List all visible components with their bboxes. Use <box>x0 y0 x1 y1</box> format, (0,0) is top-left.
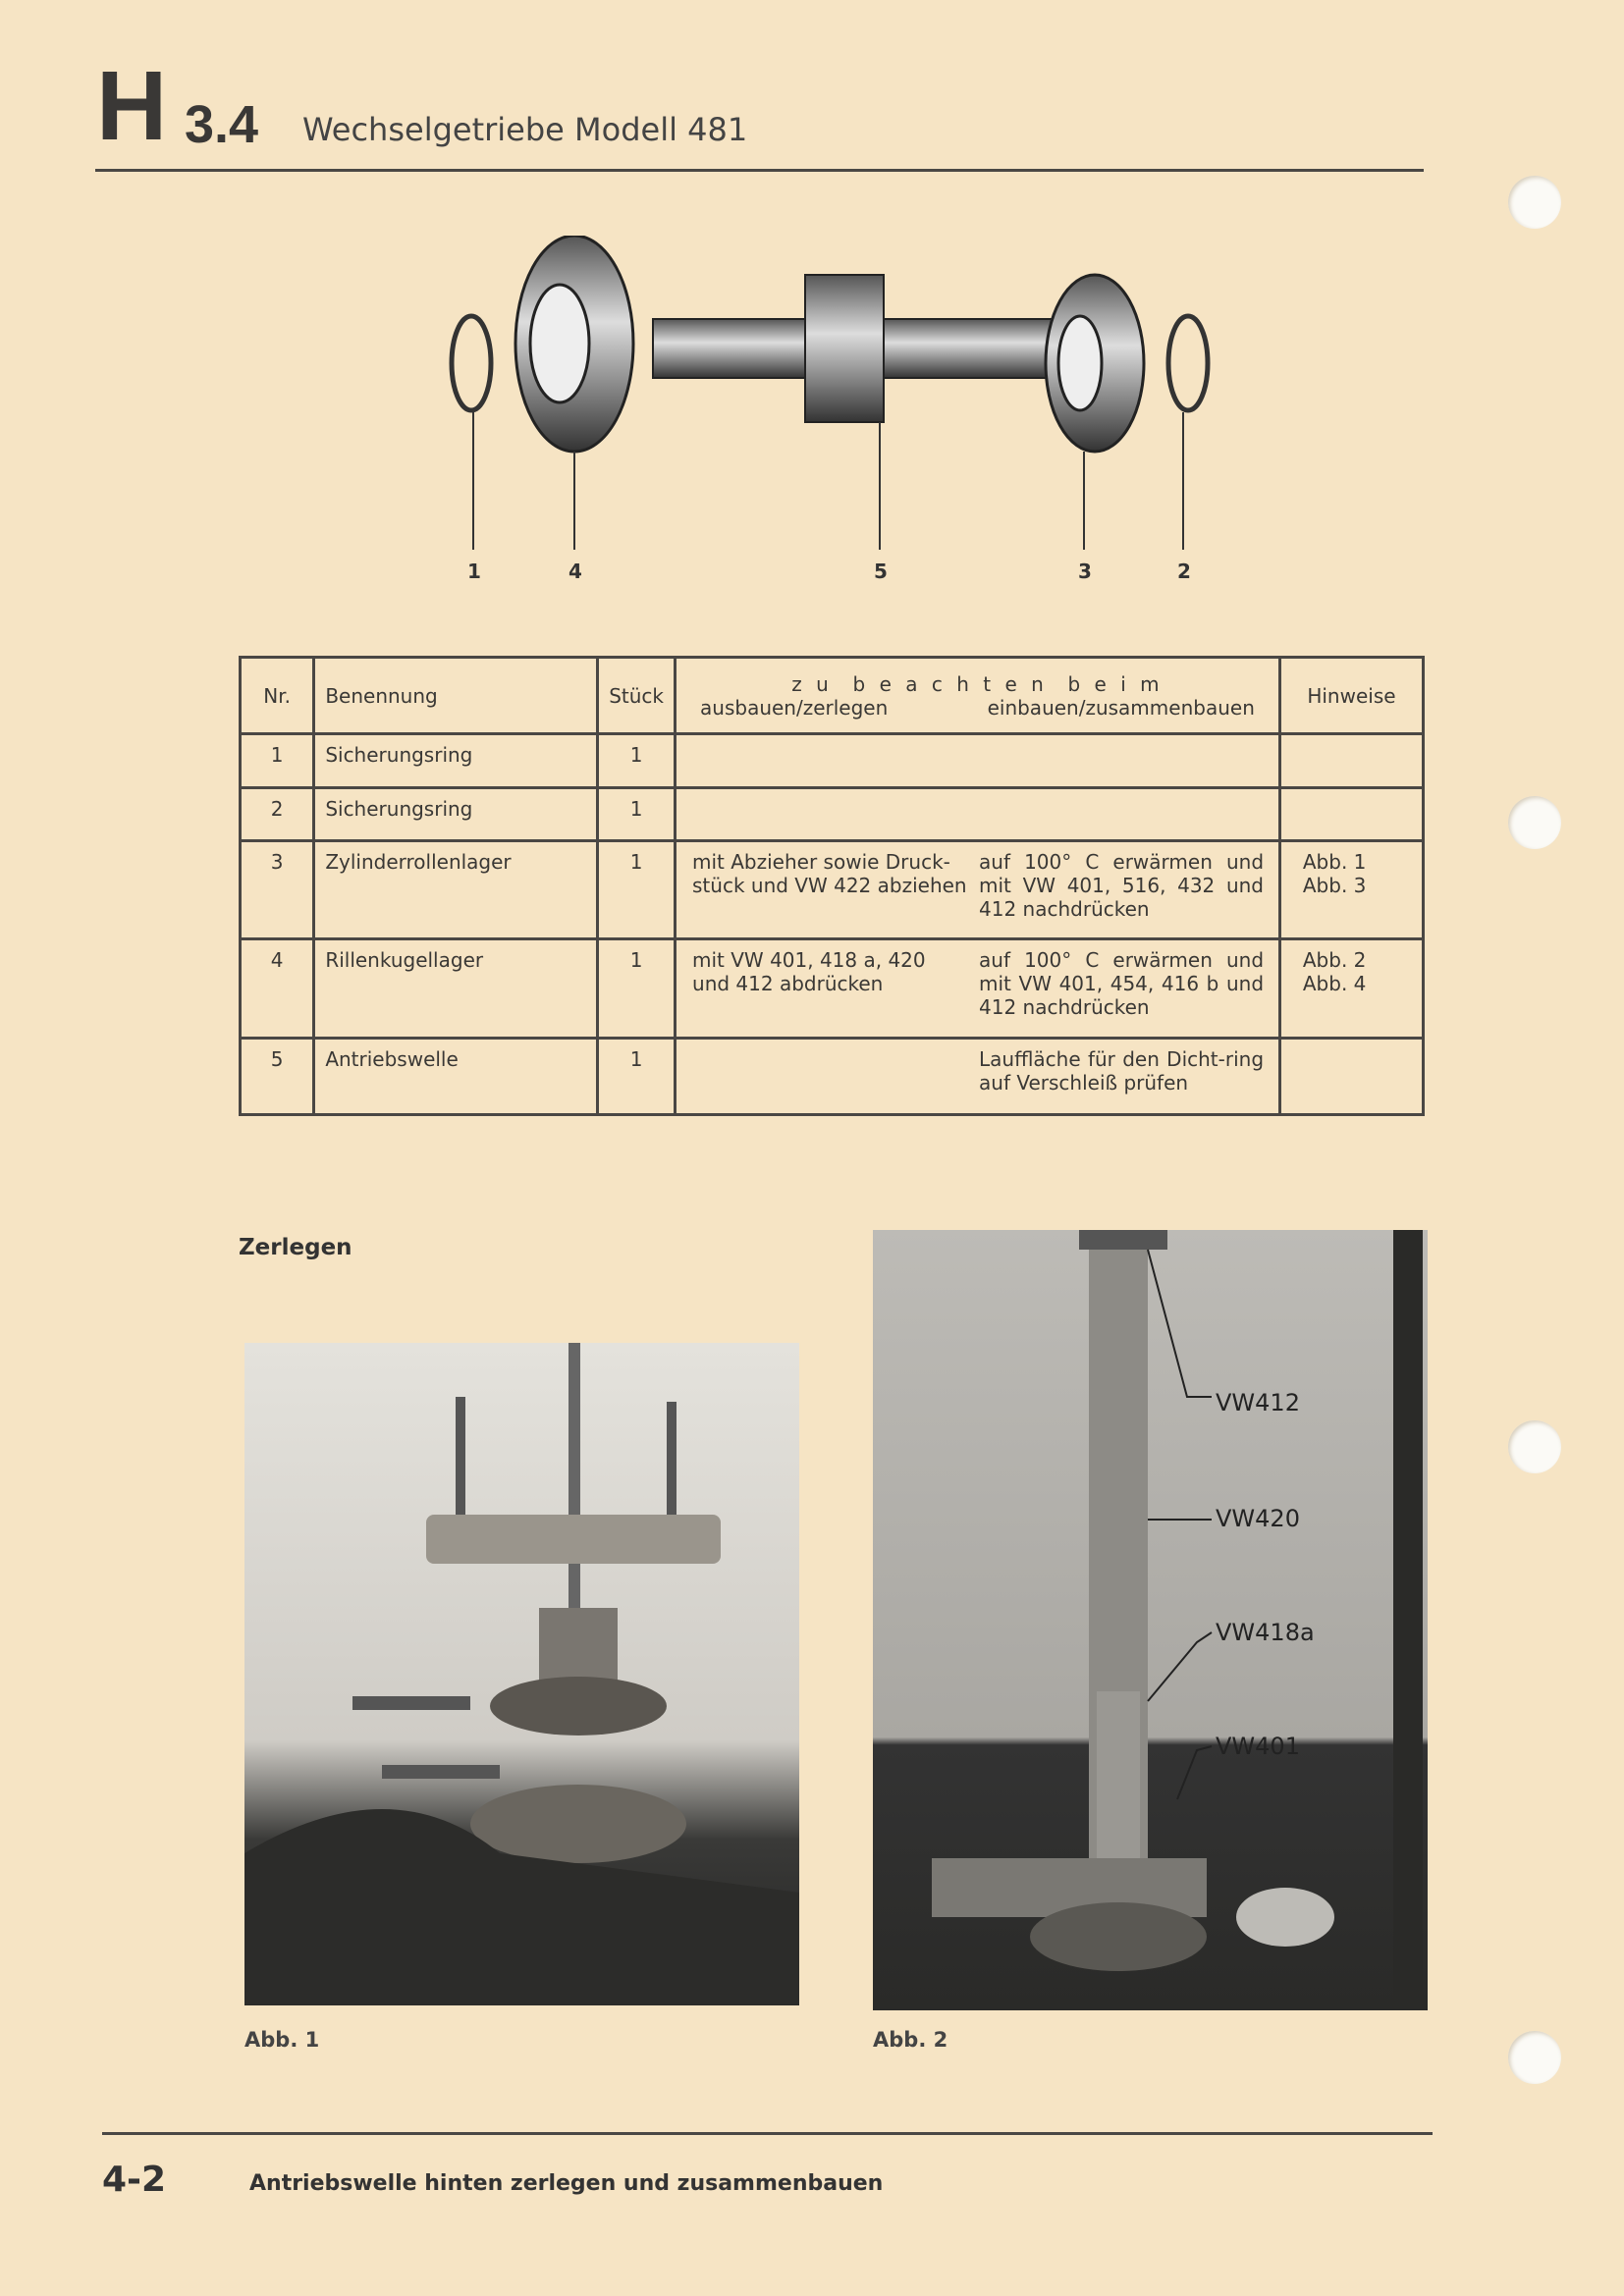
punch-hole <box>1508 796 1561 849</box>
cell-zu-beachten <box>676 734 1280 788</box>
header-rule <box>95 169 1424 172</box>
tool-label-vw420: VW420 <box>1216 1505 1300 1532</box>
table-row <box>241 1039 1424 1115</box>
cell-benennung: Rillenkugellager <box>314 939 598 1039</box>
col-header-nr: Nr. <box>241 658 314 734</box>
page-title: Wechselgetriebe Modell 481 <box>302 111 748 148</box>
callout-label: 1 <box>467 560 481 583</box>
punch-hole <box>1508 1420 1561 1473</box>
cell-zu-beachten <box>676 841 1280 939</box>
bearing-puller-image <box>244 1343 799 2005</box>
col-header-stueck: Stück <box>598 658 676 734</box>
col-header-einbauen: einbauen/zusammenbauen <box>987 695 1255 720</box>
gear-teeth <box>805 275 884 422</box>
page-number: 4-2 <box>102 2160 167 2200</box>
cell-benennung: Sicherungsring <box>314 788 598 841</box>
cell-nr: 4 <box>241 939 314 1039</box>
cell-stueck: 1 <box>598 939 676 1039</box>
col-header-zu-beachten <box>676 658 1280 734</box>
cell-nr: 1 <box>241 734 314 788</box>
punch-hole <box>1508 176 1561 229</box>
tool-label-vw418a: VW418a <box>1216 1619 1315 1646</box>
figure-1-photo <box>244 1343 799 2005</box>
cell-benennung: Sicherungsring <box>314 734 598 788</box>
cell-nr: 2 <box>241 788 314 841</box>
cell-zu-beachten <box>676 788 1280 841</box>
tool-label-vw412: VW412 <box>1216 1389 1300 1416</box>
footer-title: Antriebswelle hinten zerlegen und zusammenbauen <box>249 2171 884 2196</box>
figure-1-caption: Abb. 1 <box>244 2028 320 2052</box>
cell-zu-beachten <box>676 939 1280 1039</box>
cell-nr: 5 <box>241 1039 314 1115</box>
cell-ausbauen <box>677 1047 979 1095</box>
figure-2-photo <box>873 1230 1428 2010</box>
col-header-ausbauen: ausbauen/zerlegen <box>700 695 889 720</box>
circlip-2 <box>1168 316 1208 410</box>
section-heading: Zerlegen <box>239 1235 352 1260</box>
col-header-hinweise: Hinweise <box>1279 658 1423 734</box>
cell-stueck: 1 <box>598 734 676 788</box>
cell-stueck: 1 <box>598 788 676 841</box>
cell-ausbauen: mit VW 401, 418 a, 420 und 412 abdrücken <box>692 948 926 995</box>
cell-nr: 3 <box>241 841 314 939</box>
cell-stueck: 1 <box>598 1039 676 1115</box>
cell-einbauen: auf 100° C erwärmen und mit VW 401, 454, 416 b und 412 nachdrücken <box>979 948 1265 1019</box>
exploded-shaft-diagram <box>432 236 1237 550</box>
callout-label: 2 <box>1177 560 1191 583</box>
parts-table <box>239 656 1425 1116</box>
cell-zu-beachten <box>676 1039 1280 1115</box>
table-row <box>241 788 1424 841</box>
table-header-row <box>241 658 1424 734</box>
figure-2-caption: Abb. 2 <box>873 2028 948 2052</box>
col-header-benennung: Benennung <box>314 658 598 734</box>
callout-label: 5 <box>874 560 888 583</box>
cell-stueck: 1 <box>598 841 676 939</box>
section-number: 3.4 <box>185 95 259 154</box>
cell-ausbauen: mit Abzieher sowie Druck-stück und VW 422 abziehen <box>692 850 967 897</box>
circlip-1 <box>452 316 491 410</box>
cell-hinweise: Abb. 2 Abb. 4 <box>1279 939 1423 1039</box>
cell-hinweise: Abb. 1 Abb. 3 <box>1279 841 1423 939</box>
cell-benennung: Antriebswelle <box>314 1039 598 1115</box>
cell-hinweise <box>1279 1039 1423 1115</box>
cell-hinweise <box>1279 734 1423 788</box>
zu-beachten-label: z u b e a c h t e n b e i m <box>791 671 1164 696</box>
table-row <box>241 939 1424 1039</box>
punch-hole <box>1508 2031 1561 2084</box>
cell-einbauen: auf 100° C erwärmen und mit VW 401, 516, 432 und 412 nachdrücken <box>979 850 1265 921</box>
tool-label-vw401: VW401 <box>1216 1733 1300 1760</box>
cell-hinweise <box>1279 788 1423 841</box>
press-tools-image <box>873 1230 1428 2010</box>
table-row <box>241 841 1424 939</box>
cell-benennung: Zylinderrollenlager <box>314 841 598 939</box>
footer-rule <box>102 2132 1433 2135</box>
section-letter: H <box>96 51 168 161</box>
table-row <box>241 734 1424 788</box>
cell-einbauen: Lauffläche für den Dicht-ring auf Verschleiß prüfen <box>979 1047 1265 1095</box>
callout-label: 4 <box>568 560 582 583</box>
callout-label: 3 <box>1078 560 1092 583</box>
